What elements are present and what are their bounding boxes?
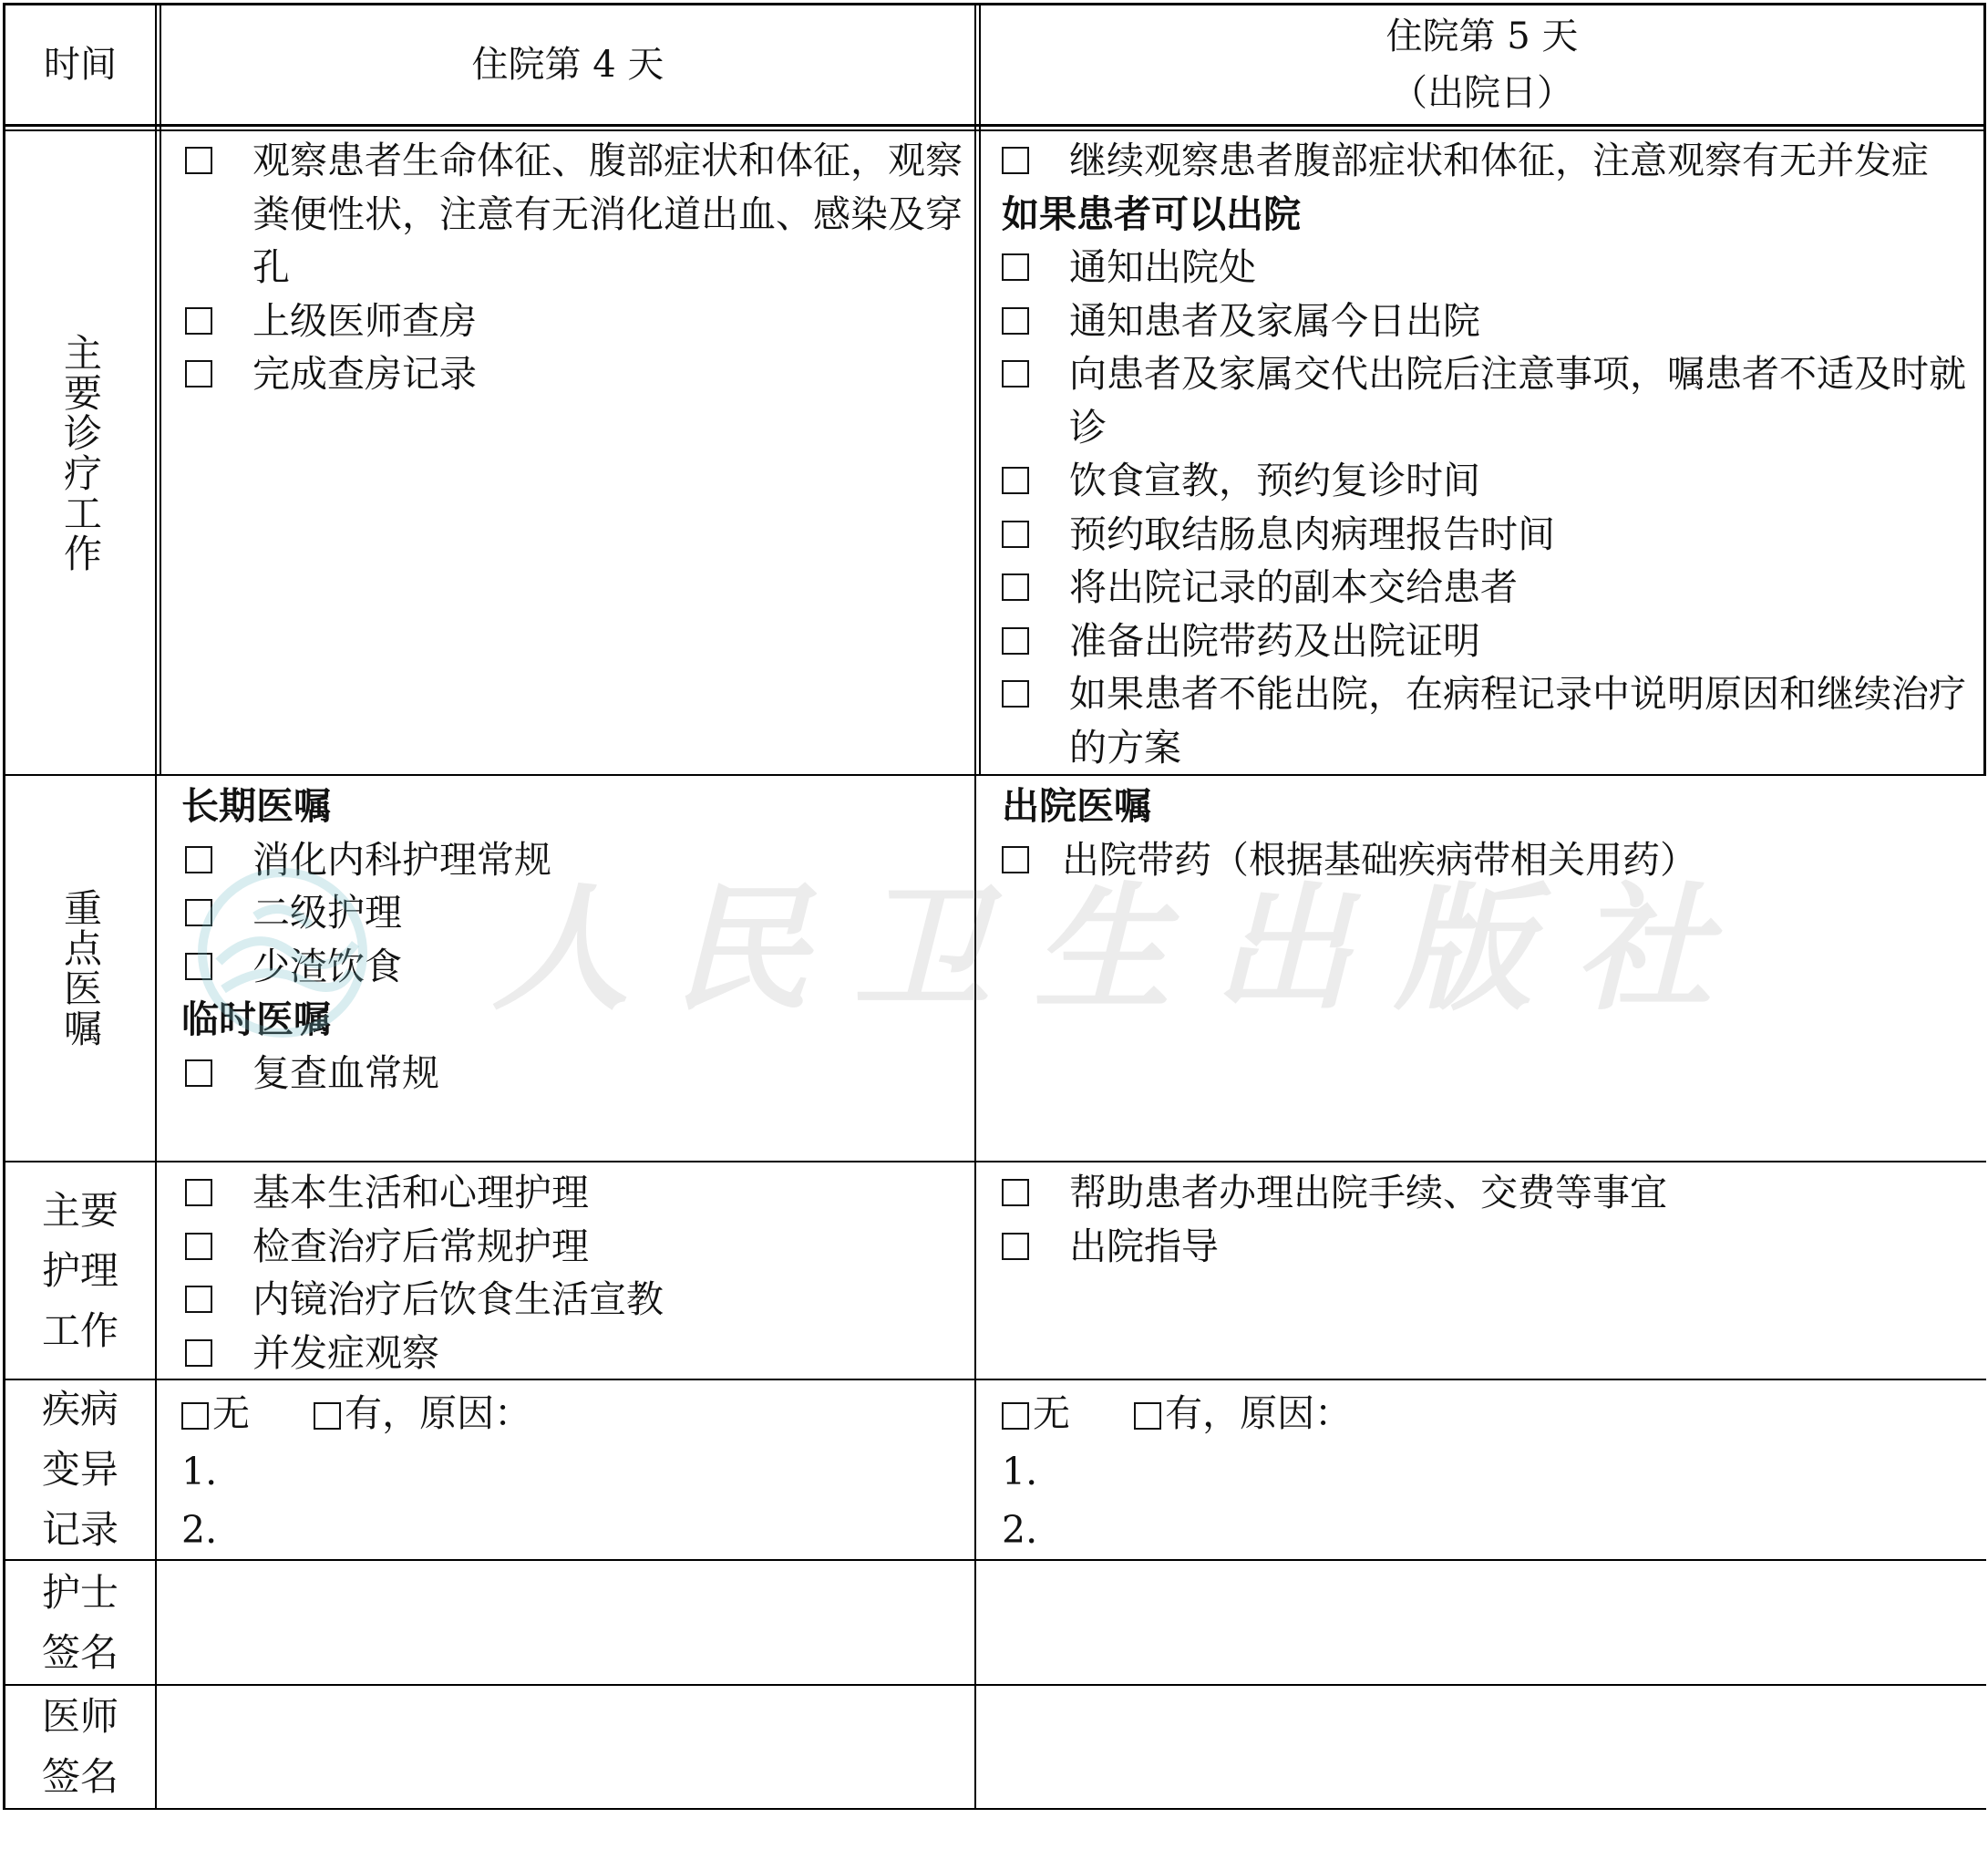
variance-line-2: 2. [181, 1508, 218, 1552]
day5-doctor-signature-field[interactable] [976, 1686, 1983, 1808]
day5-nursing [1002, 1166, 1979, 1273]
section-heading: 长期医嘱 [181, 784, 331, 828]
section-heading: 出院医嘱 [1002, 784, 1151, 828]
variance-has-checkbox[interactable] [314, 1402, 341, 1430]
checklist-item [181, 886, 965, 940]
checkbox[interactable] [1002, 147, 1029, 174]
checklist-item-text: 少渣饮食 [252, 944, 402, 988]
checkbox[interactable] [1002, 627, 1029, 655]
checklist-item-text: 复查血常规 [252, 1050, 439, 1095]
variance-none-label: 无 [212, 1391, 250, 1435]
checkbox[interactable] [1002, 360, 1029, 387]
checkbox[interactable] [1002, 680, 1029, 708]
checklist-item-text: 饮食宣教，预约复诊时间 [1069, 459, 1480, 502]
checklist-item-text: 检查治疗后常规护理 [252, 1224, 589, 1268]
checklist-item-text: 完成查房记录 [252, 352, 477, 396]
row-label-orders-text: 重点医嘱 [58, 888, 103, 1049]
variance-line-1: 1. [1002, 1450, 1038, 1493]
checkbox[interactable] [1002, 467, 1029, 494]
row-label-variance-line: 变异 [41, 1447, 118, 1492]
day5-orders [1002, 780, 1979, 886]
header-day4-cell [161, 5, 974, 124]
checkbox[interactable] [1002, 1233, 1029, 1260]
checklist-item [1002, 667, 1979, 774]
checklist-item [1002, 347, 1979, 454]
checklist-item-text: 基本生活和心理护理 [252, 1171, 589, 1214]
checklist-item [181, 833, 965, 887]
day4-orders [181, 780, 965, 1100]
row-divider [3, 774, 1986, 776]
checkbox[interactable] [185, 899, 212, 926]
day4-nurse-signature-field[interactable] [158, 1561, 974, 1684]
checklist-item-text: 向患者及家属交代出院后注意事项，嘱患者不适及时就诊 [1069, 352, 1966, 449]
checklist-item-text: 并发症观察 [252, 1330, 439, 1375]
checkbox[interactable] [185, 953, 212, 980]
row-label-nurse-sign-line: 护士 [41, 1569, 118, 1615]
header-time-cell [5, 5, 155, 124]
clinical-pathway-table [3, 3, 1986, 1810]
row-label-nurse-sign [5, 1561, 155, 1684]
row-label-nursing [5, 1162, 155, 1379]
checklist-item-text: 出院带药（根据基础疾病带相关用药） [1062, 837, 1697, 882]
checklist-item-text: 准备出院带药及出院证明 [1069, 618, 1480, 663]
variance-none-checkbox[interactable] [181, 1402, 209, 1430]
checklist-item [181, 940, 965, 994]
checklist-item [1002, 294, 1979, 348]
checkbox[interactable] [1002, 573, 1029, 601]
checkbox[interactable] [185, 147, 212, 174]
column-divider [155, 3, 157, 1810]
row-label-doctor-sign-line: 医师 [41, 1694, 118, 1739]
checklist-item [185, 1220, 965, 1274]
checklist-item [185, 1273, 965, 1327]
checklist-item-text: 内镜治疗后饮食生活宣教 [252, 1277, 664, 1321]
variance-options [181, 1384, 965, 1442]
checklist-item-text: 二级护理 [252, 891, 402, 935]
checklist-item [181, 1047, 965, 1100]
header-day5-sublabel: （出院日） [1391, 72, 1573, 114]
checkbox[interactable] [185, 1233, 212, 1260]
checklist-item [185, 294, 965, 348]
checkbox[interactable] [1002, 521, 1029, 548]
checklist-item [1002, 454, 1979, 508]
variance-none-checkbox[interactable] [1002, 1402, 1029, 1430]
checklist-item-text: 通知患者及家属今日出院 [1069, 298, 1480, 343]
checklist-item [185, 347, 965, 401]
header-day4-label: 住院第 4 天 [471, 44, 664, 86]
column-divider [974, 3, 976, 1810]
row-label-nursing-line: 工作 [41, 1307, 118, 1353]
row-label-doctor-sign-line: 签名 [41, 1754, 118, 1799]
checkbox[interactable] [185, 360, 212, 387]
day4-nursing [185, 1166, 965, 1379]
checklist-item-text: 消化内科护理常规 [252, 837, 551, 882]
checklist-item [1002, 241, 1979, 294]
checklist-item-text: 出院指导 [1069, 1224, 1219, 1268]
checklist-item-text: 将出院记录的副本交给患者 [1069, 565, 1518, 609]
row-label-orders [5, 776, 155, 1161]
checkbox[interactable] [1002, 846, 1029, 873]
row-divider [3, 129, 1986, 131]
header-day5-label: 住院第 5 天 [1385, 15, 1579, 57]
variance-has-checkbox[interactable] [1134, 1402, 1161, 1430]
checklist-item-text: 帮助患者办理出院手续、交费等事宜 [1069, 1171, 1667, 1214]
day5-main-work [1002, 134, 1979, 774]
day5-variance [1002, 1384, 1979, 1559]
checkbox[interactable] [185, 1059, 212, 1087]
checklist-item [1002, 1166, 1979, 1220]
header-time-label: 时间 [44, 44, 117, 86]
checklist-item [185, 1327, 965, 1380]
checkbox[interactable] [1002, 253, 1029, 281]
header-divider [3, 124, 1986, 127]
checklist-item [185, 134, 965, 294]
section-heading: 如果患者可以出院 [1002, 191, 1301, 236]
row-label-variance-line: 记录 [41, 1507, 118, 1552]
variance-has-label: 有，原因： [1165, 1391, 1353, 1435]
publisher-watermark: 人民卫生出版社 [492, 869, 1756, 1029]
row-divider [3, 1161, 1986, 1162]
variance-has-label: 有，原因： [345, 1391, 532, 1435]
header-day5-cell [981, 5, 1983, 124]
day4-variance [181, 1384, 965, 1559]
variance-line-2: 2. [1002, 1508, 1038, 1552]
day5-nurse-signature-field[interactable] [976, 1561, 1983, 1684]
checkbox[interactable] [1002, 307, 1029, 335]
row-label-nursing-line: 主要 [41, 1187, 118, 1233]
checklist-item-text: 上级医师查房 [252, 298, 477, 343]
checkbox[interactable] [185, 1179, 212, 1206]
checkbox[interactable] [185, 846, 212, 873]
variance-options [1002, 1384, 1979, 1442]
row-label-doctor-sign [5, 1686, 155, 1808]
variance-none-label: 无 [1033, 1391, 1070, 1435]
checkbox[interactable] [1002, 1179, 1029, 1206]
row-label-main-work [5, 131, 155, 774]
checklist-item-text: 通知出院处 [1069, 245, 1256, 289]
checklist-item-text: 观察患者生命体征、腹部症状和体征，观察粪便性状，注意有无消化道出血、感染及穿孔 [252, 139, 963, 289]
checklist-item-text: 预约取结肠息肉病理报告时间 [1069, 511, 1555, 556]
row-label-variance-line: 疾病 [41, 1387, 118, 1431]
table-border-right [1983, 3, 1986, 774]
checkbox[interactable] [185, 1339, 212, 1367]
row-label-nurse-sign-line: 签名 [41, 1629, 118, 1675]
checklist-item-text: 如果患者不能出院，在病程记录中说明原因和继续治疗的方案 [1069, 672, 1966, 770]
variance-line-1: 1. [181, 1450, 218, 1493]
row-label-main-work-text: 主要诊疗工作 [58, 332, 103, 573]
checklist-item [1002, 561, 1979, 615]
row-label-variance [5, 1380, 155, 1559]
checklist-item [1002, 615, 1979, 668]
checklist-item [1002, 134, 1979, 188]
checklist-item [185, 1166, 965, 1220]
checkbox[interactable] [185, 1286, 212, 1313]
row-label-nursing-line: 护理 [41, 1247, 118, 1293]
section-heading: 临时医嘱 [181, 997, 331, 1041]
checklist-item-text: 继续观察患者腹部症状和体征，注意观察有无并发症 [1069, 139, 1929, 182]
checkbox[interactable] [185, 307, 212, 335]
checklist-item [1002, 833, 1979, 887]
table-border-bottom [3, 1808, 1986, 1810]
day4-main-work [185, 134, 965, 401]
checklist-item [1002, 1220, 1979, 1274]
checklist-item [1002, 508, 1979, 562]
day4-doctor-signature-field[interactable] [158, 1686, 974, 1808]
